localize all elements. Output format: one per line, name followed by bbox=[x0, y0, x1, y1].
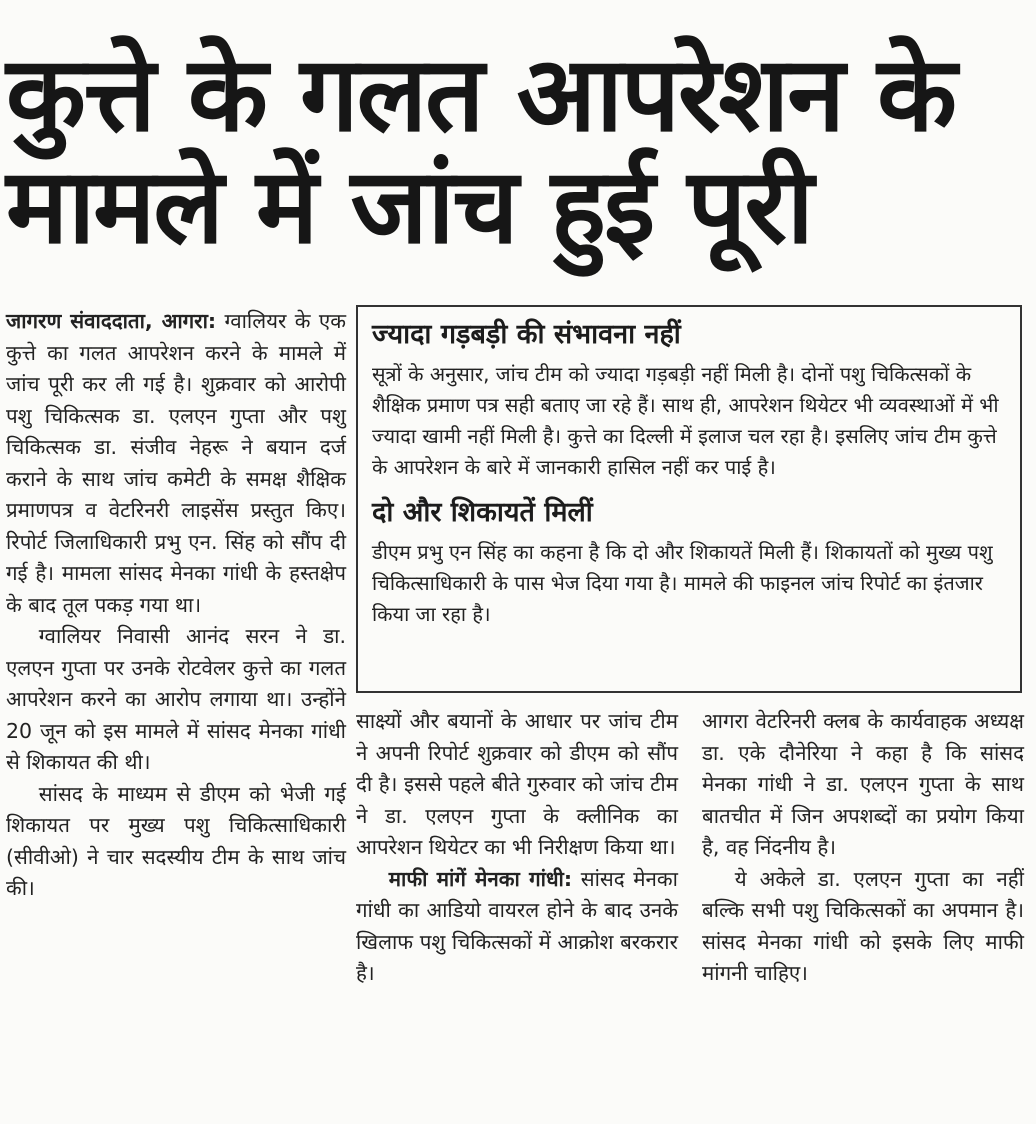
headline-line-1: कुत्ते के गलत आपरेशन के bbox=[6, 33, 955, 155]
left-paragraph-1 bbox=[6, 306, 346, 621]
box-text-2: डीएम प्रभु एन सिंह का कहना है कि दो और शिकायतें मिली हैं। शिकायतों को मुख्य पशु चिकित्साधिकारी के पास भेज दिया गया है। मामले की फाइनल जांच रिपोर्ट का इंतजार किया जा रहा है। bbox=[372, 540, 993, 626]
box-heading-2: दो और शिकायतें मिलीं bbox=[372, 497, 593, 528]
middle-column bbox=[356, 706, 678, 990]
right-paragraph-2: ये अकेले डा. एलएन गुप्ता का नहीं बल्कि सभी पशु चिकित्सकों का अपमान है। सांसद मेनका गांधी को इसके लिए माफी मांगनी चाहिए। bbox=[702, 866, 1024, 985]
right-paragraph-1: आगरा वेटरिनरी क्लब के कार्यवाहक अध्यक्ष डा. एके दौनेरिया ने कहा है कि सांसद मेनका गांधी ने डा. एलएन गुप्ता के साथ बातचीत में जिन अपशब्दों का प्रयोग किया है, वह निंदनीय है। bbox=[702, 709, 1024, 859]
headline bbox=[6, 33, 1016, 267]
info-box bbox=[356, 305, 1022, 693]
left-paragraph-3: सांसद के माध्यम से डीएम को भेजी गई शिकायत पर मुख्य पशु चिकित्साधिकारी (सीवीओ) ने चार सदस्यीय टीम के साथ जांच की। bbox=[6, 781, 346, 900]
box-heading-1: ज्यादा गड़बड़ी की संभावना नहीं bbox=[372, 319, 681, 350]
middle-paragraph-1: साक्ष्यों और बयानों के आधार पर जांच टीम ने अपनी रिपोर्ट शुक्रवार को डीएम को सौंप दी है। इससे पहले बीते गुरुवार को जांच टीम ने डा. एलएन गुप्ता के क्लीनिक का आपरेशन थियेटर का भी निरीक्षण किया था। bbox=[356, 709, 678, 859]
box-text-1: सूत्रों के अनुसार, जांच टीम को ज्यादा गड़बड़ी नहीं मिली है। दोनों पशु चिकित्सकों के शैक्षिक प्रमाण पत्र सही बताए जा रहे हैं। साथ ही, आपरेशन थियेटर भी व्यवस्थाओं में भी ज्यादा खामी नहीं मिली है। कुत्ते का दिल्ली में इलाज चल रहा है। इसलिए जांच टीम कुत्ते के आपरेशन के बारे में जानकारी हासिल नहीं कर पाई है। bbox=[372, 362, 999, 479]
middle-paragraph-2-text: सांसद मेनका गांधी का आडियो वायरल होने के बाद उनके खिलाफ पशु चिकित्सकों में आक्रोश बरकरार है। bbox=[356, 866, 678, 985]
right-column bbox=[702, 706, 1024, 990]
headline-line-2: मामले में जांच हुई पूरी bbox=[6, 145, 812, 267]
left-paragraph-2: ग्वालियर निवासी आनंद सरन ने डा. एलएन गुप्ता पर उनके रोटवेलर कुत्ते का गलत आपरेशन करने का आरोप लगाया था। उन्होंने 20 जून को इस मामले में सांसद मेनका गांधी से शिकायत की थी। bbox=[6, 624, 346, 774]
left-column bbox=[6, 306, 346, 905]
middle-subhead: माफी मांगें मेनका गांधी: bbox=[388, 866, 573, 891]
middle-paragraph-2 bbox=[356, 864, 678, 990]
left-paragraph-1-text: ग्वालियर के एक कुत्ते का गलत आपरेशन करने के मामले में जांच पूरी कर ली गई है। शुक्रवार को आरोपी पशु चिकित्सक डा. एलएन गुप्ता और पशु चिकित्सक डा. संजीव नेहरू ने बयान दर्ज कराने के साथ जांच कमेटी के समक्ष शैक्षिक प्रमाणपत्र व वेटरिनरी लाइसेंस प्रस्तुत किए। रिपोर्ट जिलाधिकारी प्रभु एन. सिंह को सौंप दी गई है। मामला सांसद मेनका गांधी के हस्तक्षेप के बाद तूल पकड़ गया था। bbox=[6, 309, 346, 617]
dateline: जागरण संवाददाता, आगरा: bbox=[6, 309, 217, 333]
